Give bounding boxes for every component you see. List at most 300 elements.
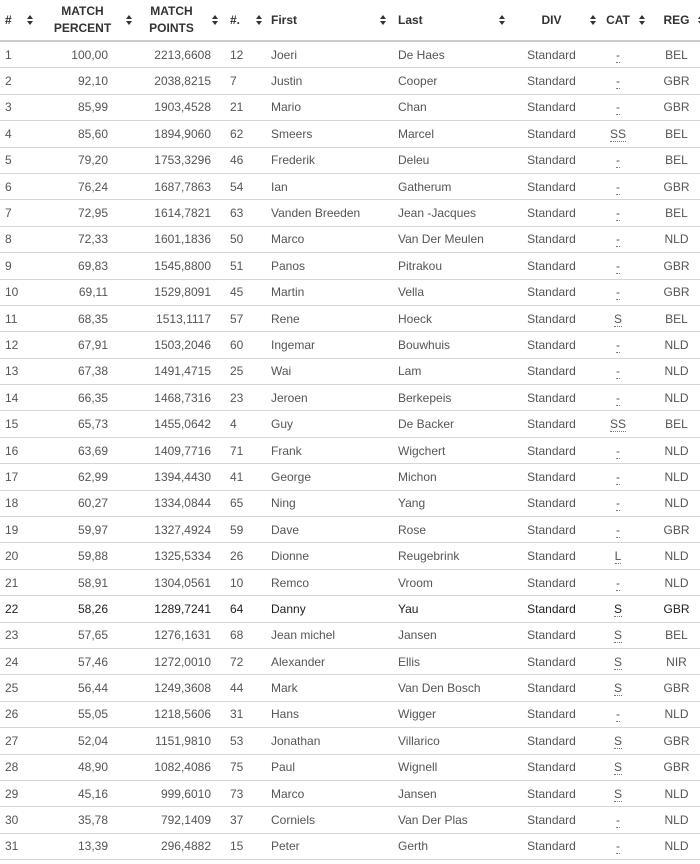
first-name-cell: Rene [265, 305, 393, 331]
column-header-label [606, 12, 630, 29]
division-cell: Standard [510, 675, 593, 701]
category-cell [593, 437, 643, 463]
last-name-cell: Van Der Plas [393, 807, 510, 833]
category-abbreviation[interactable]: - [616, 285, 620, 300]
match-percent-cell: 63,69 [40, 437, 135, 463]
category-abbreviation[interactable]: L [614, 549, 622, 564]
column-header-cat[interactable] [593, 0, 643, 41]
category-abbreviation[interactable]: S [613, 681, 622, 696]
division-cell: Standard [510, 358, 593, 384]
category-abbreviation[interactable]: - [616, 469, 620, 484]
column-header-last[interactable] [393, 0, 510, 41]
category-cell [593, 94, 643, 120]
region-cell: GBR [643, 517, 700, 543]
table-row[interactable] [0, 147, 700, 173]
rank-cell: 16 [0, 437, 40, 463]
division-cell: Standard [510, 437, 593, 463]
column-header-label [541, 12, 561, 29]
sort-icon[interactable] [126, 15, 133, 25]
competitor-number-cell: 41 [220, 464, 265, 490]
match-points-cell: 2213,6608 [135, 41, 220, 68]
first-name-cell: George [265, 464, 393, 490]
division-cell: Standard [510, 543, 593, 569]
region-cell: NLD [643, 385, 700, 411]
first-name-cell: Panos [265, 253, 393, 279]
last-name-cell: Wignell [393, 754, 510, 780]
division-cell: Standard [510, 94, 593, 120]
table-row[interactable] [0, 121, 700, 147]
last-name-cell: Michon [393, 464, 510, 490]
division-cell: Standard [510, 648, 593, 674]
table-row[interactable] [0, 754, 700, 780]
region-cell: NLD [643, 490, 700, 516]
competitor-number-cell: 7 [220, 68, 265, 94]
match-points-cell: 1468,7316 [135, 385, 220, 411]
division-cell: Standard [510, 305, 593, 331]
first-name-cell: Dave [265, 517, 393, 543]
category-cell [593, 279, 643, 305]
rank-cell: 11 [0, 305, 40, 331]
region-cell: GBR [643, 279, 700, 305]
table-row[interactable] [0, 94, 700, 120]
division-cell: Standard [510, 147, 593, 173]
match-percent-cell: 45,16 [40, 780, 135, 806]
column-header-label-line: # [5, 12, 12, 27]
region-cell: GBR [643, 94, 700, 120]
last-name-cell: Van Den Bosch [393, 675, 510, 701]
division-cell: Standard [510, 517, 593, 543]
first-name-cell: Jean michel [265, 622, 393, 648]
table-row[interactable] [0, 226, 700, 252]
column-header-reg[interactable] [643, 0, 700, 41]
last-name-cell: Villarico [393, 728, 510, 754]
last-name-cell: Lam [393, 358, 510, 384]
rank-cell: 29 [0, 780, 40, 806]
table-row[interactable] [0, 358, 700, 384]
category-abbreviation[interactable]: S [613, 601, 622, 616]
match-points-cell: 1272,0010 [135, 648, 220, 674]
category-abbreviation[interactable]: - [616, 74, 620, 89]
division-cell: Standard [510, 411, 593, 437]
category-abbreviation[interactable]: S [613, 311, 622, 326]
match-percent-cell: 72,33 [40, 226, 135, 252]
rank-cell: 18 [0, 490, 40, 516]
match-points-cell: 1327,4924 [135, 517, 220, 543]
rank-cell: 15 [0, 411, 40, 437]
category-cell [593, 780, 643, 806]
category-cell [593, 596, 643, 622]
rank-cell: 23 [0, 622, 40, 648]
column-header-first[interactable] [265, 0, 393, 41]
competitor-number-cell: 4 [220, 411, 265, 437]
category-abbreviation[interactable]: SS [609, 126, 626, 141]
rank-cell: 19 [0, 517, 40, 543]
last-name-cell: Ellis [393, 648, 510, 674]
category-abbreviation[interactable]: - [616, 364, 620, 379]
match-points-cell: 1325,5334 [135, 543, 220, 569]
table-row[interactable] [0, 464, 700, 490]
match-points-cell: 1289,7241 [135, 596, 220, 622]
region-cell: BEL [643, 200, 700, 226]
first-name-cell: Danny [265, 596, 393, 622]
division-cell: Standard [510, 226, 593, 252]
column-header-label-line: REG [663, 12, 690, 27]
category-abbreviation[interactable]: S [613, 628, 622, 643]
rank-cell: 17 [0, 464, 40, 490]
last-name-cell: Cooper [393, 68, 510, 94]
category-abbreviation[interactable]: - [616, 179, 620, 194]
category-abbreviation[interactable]: - [616, 839, 620, 854]
match-points-cell: 1455,0642 [135, 411, 220, 437]
category-abbreviation[interactable]: - [616, 258, 620, 273]
match-percent-cell: 60,27 [40, 490, 135, 516]
match-percent-cell: 52,04 [40, 728, 135, 754]
sort-icon[interactable] [256, 15, 263, 25]
first-name-cell: Jeroen [265, 385, 393, 411]
table-row[interactable] [0, 200, 700, 226]
region-cell: NLD [643, 833, 700, 859]
region-cell: NLD [643, 437, 700, 463]
category-cell [593, 833, 643, 859]
division-cell: Standard [510, 279, 593, 305]
category-cell [593, 464, 643, 490]
table-row[interactable] [0, 648, 700, 674]
match-points-cell: 792,1409 [135, 807, 220, 833]
region-cell: BEL [643, 305, 700, 331]
match-percent-cell: 57,65 [40, 622, 135, 648]
division-cell: Standard [510, 622, 593, 648]
first-name-cell: Mark [265, 675, 393, 701]
rank-cell: 28 [0, 754, 40, 780]
match-points-cell: 1503,2046 [135, 332, 220, 358]
match-percent-cell: 59,97 [40, 517, 135, 543]
first-name-cell: Jonathan [265, 728, 393, 754]
table-row[interactable] [0, 517, 700, 543]
competitor-number-cell: 31 [220, 701, 265, 727]
first-name-cell: Vanden Breeden [265, 200, 393, 226]
table-row[interactable] [0, 780, 700, 806]
table-row[interactable] [0, 385, 700, 411]
column-header-label-line: MATCH [150, 4, 193, 18]
first-name-cell: Frederik [265, 147, 393, 173]
column-header-div[interactable] [510, 0, 593, 41]
column-header-label [663, 12, 689, 29]
competitor-number-cell: 23 [220, 385, 265, 411]
match-percent-cell: 13,39 [40, 833, 135, 859]
competitor-number-cell: 44 [220, 675, 265, 701]
last-name-cell: Chan [393, 94, 510, 120]
table-row[interactable] [0, 833, 700, 859]
category-abbreviation[interactable]: - [616, 153, 620, 168]
match-points-cell: 1249,3608 [135, 675, 220, 701]
category-abbreviation[interactable]: - [616, 337, 620, 352]
rank-cell: 25 [0, 675, 40, 701]
rank-cell: 2 [0, 68, 40, 94]
match-points-cell: 296,4882 [135, 833, 220, 859]
first-name-cell: Paul [265, 754, 393, 780]
competitor-number-cell: 10 [220, 569, 265, 595]
category-abbreviation[interactable]: - [616, 390, 620, 405]
region-cell: GBR [643, 596, 700, 622]
rank-cell: 27 [0, 728, 40, 754]
category-cell [593, 200, 643, 226]
rank-cell: 7 [0, 200, 40, 226]
category-abbreviation[interactable]: S [613, 654, 622, 669]
category-cell [593, 147, 643, 173]
category-abbreviation[interactable]: - [616, 707, 620, 722]
category-cell [593, 543, 643, 569]
match-points-cell: 1409,7716 [135, 437, 220, 463]
column-header-number[interactable] [220, 0, 265, 41]
column-header-match-percent[interactable] [40, 0, 135, 41]
sort-icon[interactable] [499, 15, 506, 25]
rank-cell: 26 [0, 701, 40, 727]
region-cell: NLD [643, 780, 700, 806]
match-percent-cell: 92,10 [40, 68, 135, 94]
first-name-cell: Martin [265, 279, 393, 305]
last-name-cell: Hoeck [393, 305, 510, 331]
category-abbreviation[interactable]: S [613, 786, 622, 801]
competitor-number-cell: 50 [220, 226, 265, 252]
match-percent-cell: 67,91 [40, 332, 135, 358]
match-points-cell: 999,6010 [135, 780, 220, 806]
last-name-cell: Wigchert [393, 437, 510, 463]
column-header-label [149, 3, 194, 37]
match-points-cell: 1687,7863 [135, 173, 220, 199]
competitor-number-cell: 51 [220, 253, 265, 279]
match-percent-cell: 66,35 [40, 385, 135, 411]
region-cell: BEL [643, 622, 700, 648]
rank-cell: 31 [0, 833, 40, 859]
match-percent-cell: 100,00 [40, 41, 135, 68]
division-cell: Standard [510, 200, 593, 226]
first-name-cell: Mario [265, 94, 393, 120]
region-cell: NLD [643, 332, 700, 358]
category-cell [593, 305, 643, 331]
rank-cell: 22 [0, 596, 40, 622]
table-row[interactable] [0, 728, 700, 754]
last-name-cell: De Backer [393, 411, 510, 437]
table-row[interactable] [0, 411, 700, 437]
category-abbreviation[interactable]: - [616, 813, 620, 828]
region-cell: NLD [643, 543, 700, 569]
match-percent-cell: 68,35 [40, 305, 135, 331]
first-name-cell: Peter [265, 833, 393, 859]
first-name-cell: Remco [265, 569, 393, 595]
sort-icon[interactable] [27, 15, 34, 25]
competitor-number-cell: 60 [220, 332, 265, 358]
competitor-number-cell: 59 [220, 517, 265, 543]
last-name-cell: Yang [393, 490, 510, 516]
last-name-cell: Rose [393, 517, 510, 543]
column-header-label-line: #. [230, 12, 241, 27]
rank-cell: 4 [0, 121, 40, 147]
region-cell: NLD [643, 807, 700, 833]
match-points-cell: 1601,1836 [135, 226, 220, 252]
table-row[interactable] [0, 807, 700, 833]
competitor-number-cell: 45 [220, 279, 265, 305]
match-percent-cell: 59,88 [40, 543, 135, 569]
first-name-cell: Wai [265, 358, 393, 384]
rank-cell: 8 [0, 226, 40, 252]
competitor-number-cell: 53 [220, 728, 265, 754]
competitor-number-cell: 57 [220, 305, 265, 331]
category-cell [593, 648, 643, 674]
category-cell [593, 754, 643, 780]
column-header-label-line: DIV [541, 12, 562, 27]
category-abbreviation[interactable]: - [616, 522, 620, 537]
division-cell: Standard [510, 68, 593, 94]
table-row[interactable] [0, 279, 700, 305]
table-row[interactable] [0, 569, 700, 595]
table-header [0, 0, 700, 41]
table-row[interactable] [0, 332, 700, 358]
match-points-cell: 1151,9810 [135, 728, 220, 754]
category-abbreviation[interactable]: SS [609, 417, 626, 432]
column-header-label [54, 3, 111, 37]
region-cell: NLD [643, 358, 700, 384]
first-name-cell: Ingemar [265, 332, 393, 358]
category-cell [593, 728, 643, 754]
division-cell: Standard [510, 173, 593, 199]
match-points-cell: 1903,4528 [135, 94, 220, 120]
table-row[interactable] [0, 437, 700, 463]
category-abbreviation[interactable]: - [616, 443, 620, 458]
competitor-number-cell: 65 [220, 490, 265, 516]
category-cell [593, 517, 643, 543]
first-name-cell: Marco [265, 780, 393, 806]
competitor-number-cell: 68 [220, 622, 265, 648]
match-percent-cell: 58,26 [40, 596, 135, 622]
competitor-number-cell: 54 [220, 173, 265, 199]
last-name-cell: Jansen [393, 780, 510, 806]
division-cell: Standard [510, 332, 593, 358]
category-cell [593, 68, 643, 94]
division-cell: Standard [510, 807, 593, 833]
category-abbreviation[interactable]: S [613, 733, 622, 748]
last-name-cell: Berkepeis [393, 385, 510, 411]
sort-icon[interactable] [212, 15, 219, 25]
match-percent-cell: 85,60 [40, 121, 135, 147]
category-abbreviation[interactable]: - [616, 496, 620, 511]
first-name-cell: Dionne [265, 543, 393, 569]
division-cell: Standard [510, 728, 593, 754]
match-points-cell: 1545,8800 [135, 253, 220, 279]
match-percent-cell: 65,73 [40, 411, 135, 437]
first-name-cell: Ian [265, 173, 393, 199]
match-points-cell: 1529,8091 [135, 279, 220, 305]
first-name-cell: Alexander [265, 648, 393, 674]
match-points-cell: 1894,9060 [135, 121, 220, 147]
column-header-rank[interactable] [0, 0, 40, 41]
rank-cell: 6 [0, 173, 40, 199]
match-points-cell: 1614,7821 [135, 200, 220, 226]
match-percent-cell: 72,95 [40, 200, 135, 226]
competitor-number-cell: 37 [220, 807, 265, 833]
division-cell: Standard [510, 41, 593, 68]
competitor-number-cell: 64 [220, 596, 265, 622]
division-cell: Standard [510, 754, 593, 780]
column-header-label-line: Last [398, 12, 423, 27]
category-abbreviation[interactable]: S [613, 760, 622, 775]
match-percent-cell: 57,46 [40, 648, 135, 674]
match-percent-cell: 56,44 [40, 675, 135, 701]
last-name-cell: Vroom [393, 569, 510, 595]
first-name-cell: Corniels [265, 807, 393, 833]
region-cell: NLD [643, 569, 700, 595]
first-name-cell: Marco [265, 226, 393, 252]
category-cell [593, 121, 643, 147]
last-name-cell: Wigger [393, 701, 510, 727]
table-row[interactable] [0, 675, 700, 701]
category-cell [593, 807, 643, 833]
last-name-cell: De Haes [393, 41, 510, 68]
category-abbreviation[interactable]: - [616, 47, 620, 62]
table-body [0, 41, 700, 860]
last-name-cell: Bouwhuis [393, 332, 510, 358]
rank-cell: 13 [0, 358, 40, 384]
match-percent-cell: 55,05 [40, 701, 135, 727]
competitor-number-cell: 12 [220, 41, 265, 68]
match-percent-cell: 35,78 [40, 807, 135, 833]
match-percent-cell: 58,91 [40, 569, 135, 595]
first-name-cell: Frank [265, 437, 393, 463]
column-header-match-points[interactable] [135, 0, 220, 41]
rank-cell: 1 [0, 41, 40, 68]
match-percent-cell: 69,83 [40, 253, 135, 279]
sort-icon[interactable] [380, 15, 387, 25]
competitor-number-cell: 72 [220, 648, 265, 674]
table-row[interactable] [0, 253, 700, 279]
last-name-cell: Reugebrink [393, 543, 510, 569]
category-abbreviation[interactable]: - [616, 575, 620, 590]
division-cell: Standard [510, 253, 593, 279]
competitor-number-cell: 71 [220, 437, 265, 463]
table-row[interactable] [0, 305, 700, 331]
region-cell: BEL [643, 147, 700, 173]
match-points-cell: 1491,4715 [135, 358, 220, 384]
category-abbreviation[interactable]: - [616, 206, 620, 221]
category-cell [593, 701, 643, 727]
category-cell [593, 490, 643, 516]
last-name-cell: Deleu [393, 147, 510, 173]
column-header-label-line: PERCENT [53, 21, 112, 35]
table-row[interactable] [0, 41, 700, 68]
rank-cell: 14 [0, 385, 40, 411]
category-abbreviation[interactable]: - [616, 100, 620, 115]
match-percent-cell: 85,99 [40, 94, 135, 120]
table-row[interactable] [0, 543, 700, 569]
last-name-cell: Van Der Meulen [393, 226, 510, 252]
category-cell [593, 385, 643, 411]
category-abbreviation[interactable]: - [616, 232, 620, 247]
table-row[interactable] [0, 596, 700, 622]
region-cell: BEL [643, 411, 700, 437]
table-row[interactable] [0, 173, 700, 199]
category-cell [593, 411, 643, 437]
last-name-cell: Jean -Jacques [393, 200, 510, 226]
table-row[interactable] [0, 622, 700, 648]
table-row[interactable] [0, 68, 700, 94]
region-cell: BEL [643, 41, 700, 68]
competitor-number-cell: 73 [220, 780, 265, 806]
competitor-number-cell: 75 [220, 754, 265, 780]
table-row[interactable] [0, 490, 700, 516]
table-row[interactable] [0, 701, 700, 727]
category-cell [593, 332, 643, 358]
competitor-number-cell: 26 [220, 543, 265, 569]
category-cell [593, 358, 643, 384]
